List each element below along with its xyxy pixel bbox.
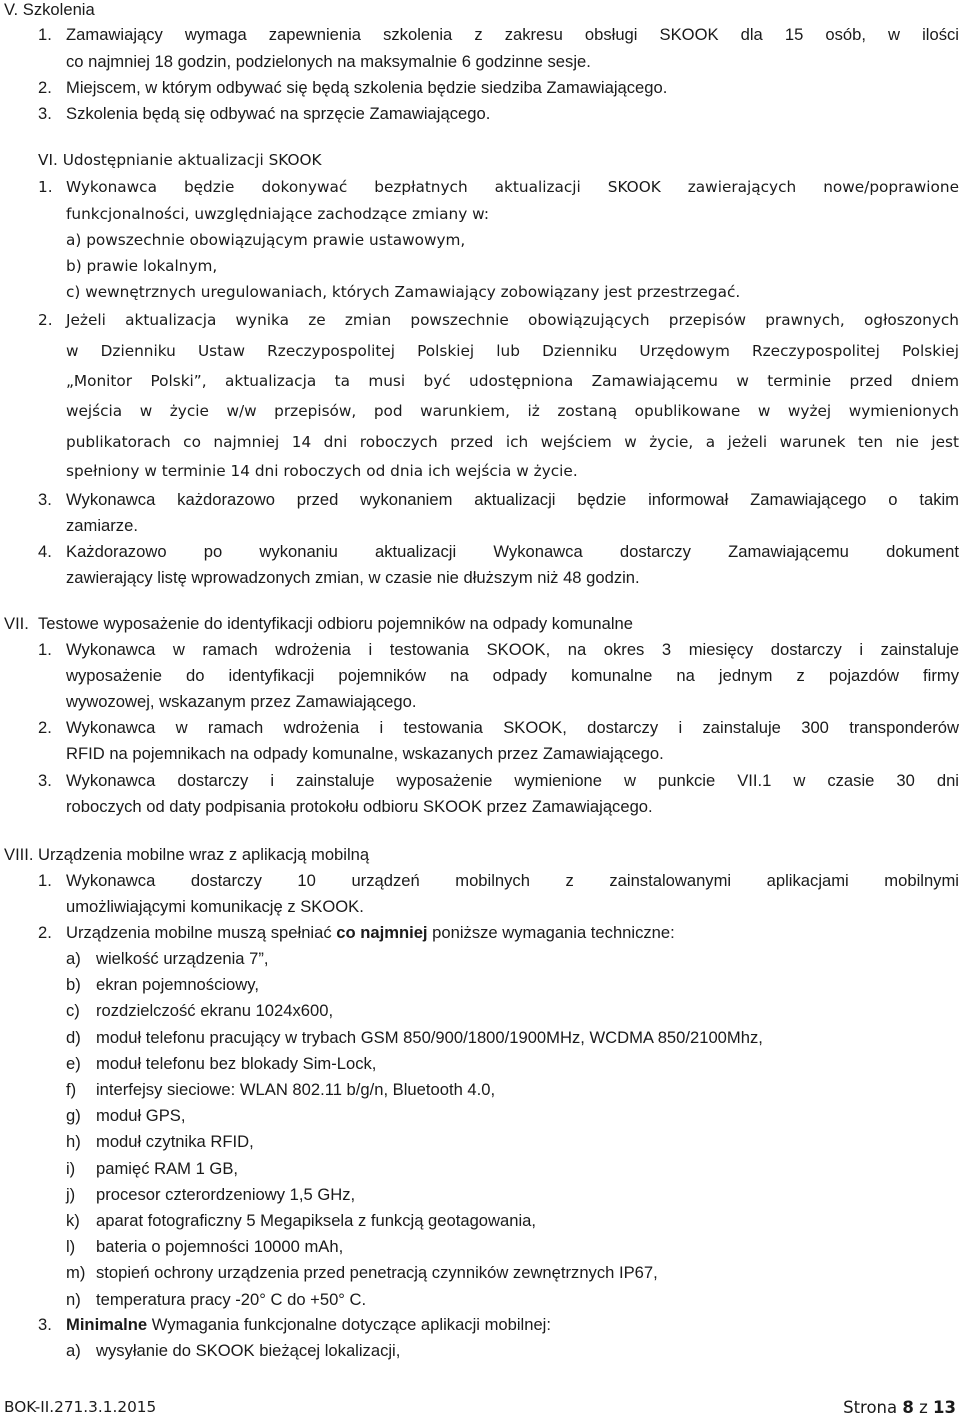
spec-label: j)	[66, 1185, 76, 1204]
spec-label: e)	[66, 1054, 81, 1073]
spec-label: g)	[66, 1106, 81, 1125]
spec-text: moduł GPS,	[96, 1106, 186, 1125]
spec-text: pamięć RAM 1 GB,	[96, 1159, 239, 1178]
spec-text: procesor czterordzeniowy 1,5 GHz,	[96, 1185, 356, 1204]
section-vi-item-2-line-4: wejścia w życie w/w przepisów, pod warunkiem, iż zostaną opublikowane w wyżej wymienionych	[66, 402, 959, 420]
section-vi-item-2-line-1: Jeżeli aktualizacja wynika ze zmian powszechnie obowiązujących przepisów prawnych, ogłoszonych	[66, 311, 959, 329]
section-viii-item-2-number: 2.	[38, 923, 52, 942]
section-vii-item-3-number: 3.	[38, 771, 52, 790]
spec-text: bateria o pojemności 10000 mAh,	[96, 1237, 344, 1256]
spec-label: b)	[66, 975, 81, 994]
section-viii-number: VIII.	[4, 845, 34, 864]
section-viii-item-2-bold: co najmniej	[336, 923, 428, 942]
section-v-item-1-line-1: Zamawiający wymaga zapewnienia szkolenia z zakresu obsługi SKOOK dla 15 osób, w ilości	[66, 25, 959, 44]
spec-label: f)	[66, 1080, 77, 1099]
section-vi-item-4-line-2: zawierający listę wprowadzonych zmian, w czasie nie dłuższym niż 48 godzin.	[66, 568, 640, 587]
spec-text: stopień ochrony urządzenia przed penetracją czynników zewnętrznych IP67,	[96, 1263, 658, 1282]
section-vi-item-3-line-1: Wykonawca każdorazowo przed wykonaniem aktualizacji będzie informował Zamawiającego o takim	[66, 490, 959, 509]
section-vii-item-1-line-2: wyposażenie do identyfikacji pojemników na odpady komunalne na jednym z pojazdów firmy	[66, 666, 959, 685]
spec-text: ekran pojemnościowy,	[96, 975, 259, 994]
section-vi-item-2-line-3: „Monitor Polski”, aktualizacja ta musi być udostępniona Zamawiającemu w terminie przed dniem	[66, 372, 959, 390]
spec-label: d)	[66, 1028, 81, 1047]
section-vi-subitem-b: b) prawie lokalnym,	[66, 257, 218, 275]
section-vii-item-2-line-2: RFID na pojemnikach na odpady komunalne, wskazanych przez Zamawiającego.	[66, 744, 664, 763]
section-vi-item-2-number: 2.	[38, 311, 53, 329]
section-vii-number: VII.	[4, 614, 29, 633]
spec-label: c)	[66, 1001, 80, 1020]
section-vi-item-1-line-2: funkcjonalności, uwzględniające zachodzące zmiany w:	[66, 205, 489, 223]
section-vi-heading: VI. Udostępnianie aktualizacji SKOOK	[38, 151, 322, 169]
section-vi-item-1-number: 1.	[38, 178, 53, 196]
spec-label: n)	[66, 1290, 81, 1309]
section-viii-item-1-number: 1.	[38, 871, 52, 890]
section-viii-item-3-number: 3.	[38, 1315, 52, 1334]
section-vi-subitem-c: c) wewnętrznych uregulowaniach, których Zamawiający zobowiązany jest przestrzegać.	[66, 283, 741, 301]
section-viii-item-3-text	[66, 1315, 551, 1335]
section-viii-item-2-post: poniższe wymagania techniczne:	[427, 923, 675, 942]
section-vi-item-4-line-1: Każdorazowo po wykonaniu aktualizacji Wykonawca dostarczy Zamawiającemu dokument	[66, 542, 959, 561]
spec-text: wielkość urządzenia 7”,	[96, 949, 269, 968]
footer-page-total: 13	[933, 1398, 956, 1417]
footer-page-current: 8	[902, 1398, 914, 1417]
section-v-item-1-line-2: co najmniej 18 godzin, podzielonych na maksymalnie 6 godzinne sesje.	[66, 52, 591, 71]
section-vi-item-2-line-5: publikatorach co najmniej 14 dni roboczych przed ich wejściem w życie, a jeżeli warunek ten nie jest	[66, 433, 959, 451]
section-v-heading: V. Szkolenia	[4, 0, 95, 19]
section-viii-item-1-line-2: umożliwiającymi komunikację z SKOOK.	[66, 897, 364, 916]
section-vi-item-3-line-2: zamiarze.	[66, 516, 138, 535]
footer-page-number	[843, 1398, 956, 1417]
spec-text: aparat fotograficzny 5 Megapiksela z funkcją geotagowania,	[96, 1211, 537, 1230]
section-viii-item-2-pre: Urządzenia mobilne muszą spełniać	[66, 923, 337, 942]
spec-label: h)	[66, 1132, 81, 1151]
spec-label: l)	[66, 1237, 76, 1256]
section-vi-item-4-number: 4.	[38, 542, 52, 561]
spec-label: a)	[66, 949, 81, 968]
section-vii-item-2-line-1: Wykonawca w ramach wdrożenia i testowania SKOOK, dostarczy i zainstaluje 300 transponderów	[66, 718, 959, 737]
section-vii-item-1-number: 1.	[38, 640, 52, 659]
spec-text: temperatura pracy -20° C do +50° C.	[96, 1290, 367, 1309]
footer-page-word: Strona	[843, 1398, 898, 1417]
section-viii-item-3-sub-text: wysyłanie do SKOOK bieżącej lokalizacji,	[96, 1341, 401, 1360]
section-v-item-2-text: Miejscem, w którym odbywać się będą szkolenia będzie siedziba Zamawiającego.	[66, 78, 668, 97]
section-vi-item-2-line-6: spełniony w terminie 14 dni roboczych od dnia ich wejścia w życie.	[66, 462, 578, 480]
section-viii-item-3-bold: Minimalne	[66, 1315, 148, 1334]
section-vii-item-1-line-3: wywozowej, wskazanym przez Zamawiającego.	[66, 692, 417, 711]
section-v-item-3-text: Szkolenia będą się odbywać na sprzęcie Zamawiającego.	[66, 104, 491, 123]
section-vi-item-3-number: 3.	[38, 490, 52, 509]
spec-label: k)	[66, 1211, 80, 1230]
section-vi-item-2-line-2: w Dzienniku Ustaw Rzeczypospolitej Polskiej lub Dzienniku Urzędowym Rzeczypospolitej Polskiej	[66, 342, 959, 360]
spec-text: moduł telefonu bez blokady Sim-Lock,	[96, 1054, 377, 1073]
spec-text: rozdzielczość ekranu 1024x600,	[96, 1001, 334, 1020]
section-viii-item-3-sub-label: a)	[66, 1341, 81, 1360]
footer-page-of: z	[919, 1398, 928, 1417]
section-viii-heading: Urządzenia mobilne wraz z aplikacją mobilną	[38, 845, 370, 864]
section-vi-subitem-a: a) powszechnie obowiązującym prawie ustawowym,	[66, 231, 466, 249]
section-vii-item-1-line-1: Wykonawca w ramach wdrożenia i testowania SKOOK, na okres 3 miesięcy dostarczy i zainstaluje	[66, 640, 959, 659]
section-v-item-2-number: 2.	[38, 78, 52, 97]
section-vi-item-1-line-1: Wykonawca będzie dokonywać bezpłatnych aktualizacji SKOOK zawierających nowe/poprawione	[66, 178, 959, 196]
section-vii-item-2-number: 2.	[38, 718, 52, 737]
footer-doc-reference: BOK-II.271.3.1.2015	[4, 1398, 157, 1416]
spec-label: i)	[66, 1159, 76, 1178]
section-viii-item-1-line-1: Wykonawca dostarczy 10 urządzeń mobilnych z zainstalowanymi aplikacjami mobilnymi	[66, 871, 959, 890]
spec-text: moduł czytnika RFID,	[96, 1132, 254, 1151]
section-vii-heading: Testowe wyposażenie do identyfikacji odbioru pojemników na odpady komunalne	[38, 614, 633, 633]
spec-text: moduł telefonu pracujący w trybach GSM 850/900/1800/1900MHz, WCDMA 850/2100Mhz,	[96, 1028, 763, 1047]
spec-label: m)	[66, 1263, 86, 1282]
section-viii-item-3-post: Wymagania funkcjonalne dotyczące aplikacji mobilnej:	[147, 1315, 551, 1334]
spec-text: interfejsy sieciowe: WLAN 802.11 b/g/n, Bluetooth 4.0,	[96, 1080, 496, 1099]
section-v-item-3-number: 3.	[38, 104, 52, 123]
section-vii-item-3-line-2: roboczych od daty podpisania protokołu odbioru SKOOK przez Zamawiającego.	[66, 797, 653, 816]
section-vii-item-3-line-1: Wykonawca dostarczy i zainstaluje wyposażenie wymienione w punkcie VII.1 w czasie 30 dni	[66, 771, 959, 790]
section-viii-item-2-text	[66, 923, 675, 943]
section-v-item-1-number: 1.	[38, 25, 52, 44]
